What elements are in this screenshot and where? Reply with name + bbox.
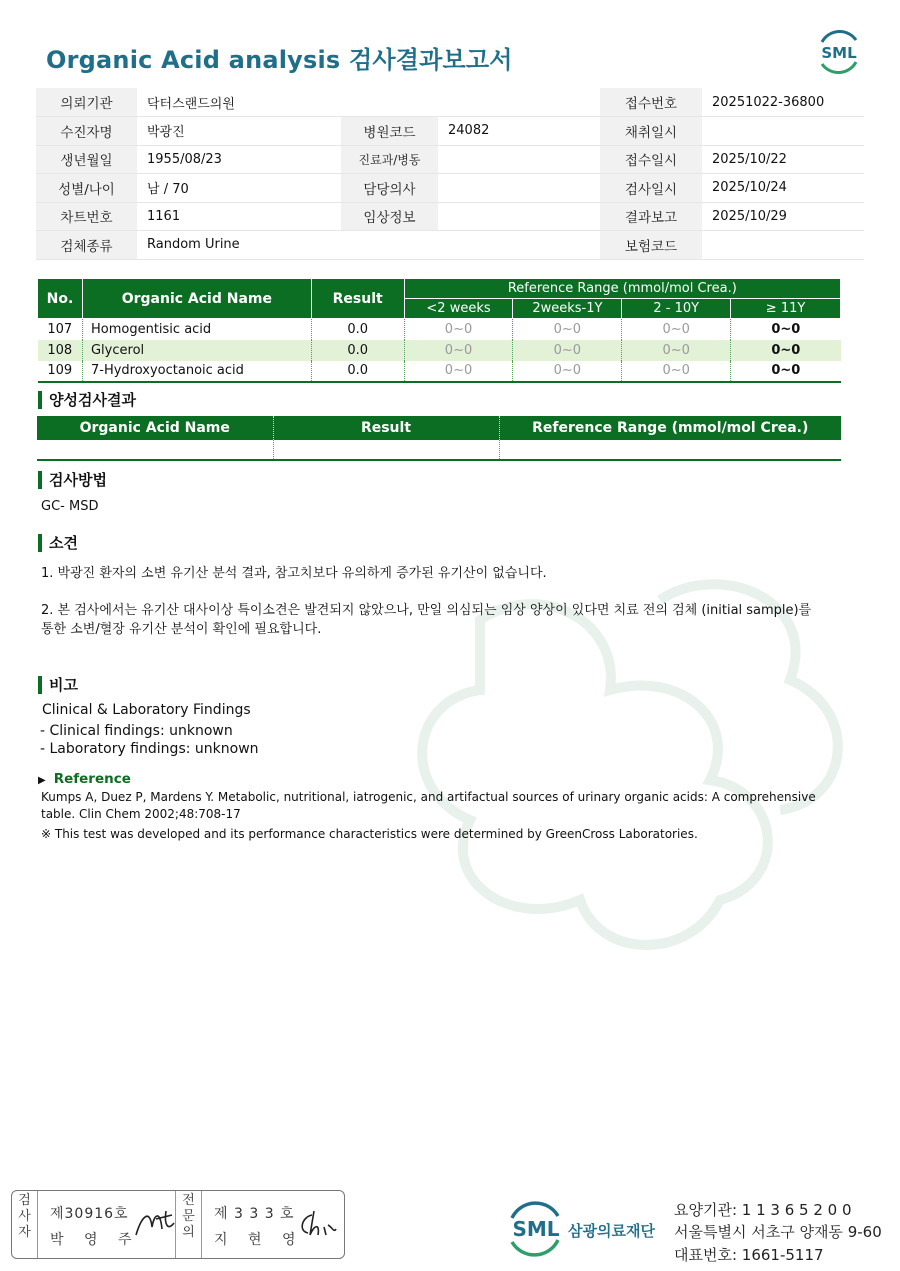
label-clinical: 임상정보 <box>341 202 438 231</box>
row-ref: 0~0 <box>513 361 622 382</box>
positive-header-result: Result <box>273 416 499 440</box>
reference-note: ※ This test was developed and its performance characteristics were determined by GreenCross Laboratories. <box>41 827 698 841</box>
remarks-line2: - Clinical findings: unknown <box>40 723 233 739</box>
value-chart-no: 1161 <box>137 202 341 231</box>
label-hospital-code: 병원코드 <box>341 117 438 146</box>
value-hospital-code: 24082 <box>438 117 600 146</box>
row-result: 0.0 <box>311 319 404 340</box>
institution-code: 요양기관: 1 1 3 6 5 2 0 0 <box>674 1201 852 1219</box>
label-receipt-no: 접수번호 <box>600 88 702 117</box>
foundation-logo <box>506 1198 676 1258</box>
value-doctor <box>438 174 600 203</box>
specialist-label: 전 문 의 <box>176 1191 202 1258</box>
positive-heading: 양성검사결과 <box>38 391 136 409</box>
row-ref: 0~0 <box>404 361 513 382</box>
method-heading: 검사방법 <box>38 471 107 489</box>
watermark-logo <box>360 560 880 1000</box>
label-dob: 생년월일 <box>36 145 137 174</box>
row-ref: 0~0 <box>404 340 513 361</box>
row-ref: 0~0 <box>622 361 731 382</box>
positive-table <box>37 416 841 461</box>
svg-text:SML: SML <box>512 1217 560 1241</box>
findings-p2b: 통한 소변/혈장 유기산 분석이 확인에 필요합니다. <box>41 622 322 637</box>
value-clinical <box>438 202 600 231</box>
table-row <box>38 361 841 382</box>
value-result-date: 2025/10/29 <box>702 202 864 231</box>
label-receipt-date: 접수일시 <box>600 145 702 174</box>
label-specimen: 검체종류 <box>36 231 137 260</box>
remarks-heading: 비고 <box>38 676 78 694</box>
value-patient: 박광진 <box>137 117 341 146</box>
label-result-date: 결과보고 <box>600 202 702 231</box>
remarks-line3: - Laboratory findings: unknown <box>40 741 259 757</box>
row-no: 108 <box>38 340 83 361</box>
svg-text:SML: SML <box>821 44 857 62</box>
label-chart-no: 차트번호 <box>36 202 137 231</box>
header-reference: Reference Range (mmol/mol Crea.) <box>404 279 840 299</box>
value-specimen: Random Urine <box>137 231 600 260</box>
value-receipt-date: 2025/10/22 <box>702 145 864 174</box>
label-test-date: 검사일시 <box>600 174 702 203</box>
row-ref: 0~0 <box>622 319 731 340</box>
report-title: Organic Acid analysis 검사결과보고서 <box>46 46 513 74</box>
header-age-group: 2 - 10Y <box>622 299 731 319</box>
specialist-signature <box>294 1207 338 1241</box>
examiner-name: 박 영 주 <box>50 1232 140 1248</box>
row-ref: 0~0 <box>404 319 513 340</box>
label-insurance: 보험코드 <box>600 231 702 260</box>
examiner-label: 검 사 자 <box>12 1191 38 1258</box>
findings-heading: 소견 <box>38 534 78 552</box>
positive-header-name: Organic Acid Name <box>37 416 273 440</box>
header-name: Organic Acid Name <box>82 279 311 319</box>
row-no: 107 <box>38 319 83 340</box>
table-row <box>37 440 841 460</box>
findings-p2a: 2. 본 검사에서는 유기산 대사이상 특이소견은 발견되지 않았으나, 만일 의심되는 임상 양상이 있다면 치료 전의 검체 (initial sample)를 <box>41 603 812 618</box>
phone: 대표번호: 1661-5117 <box>674 1246 824 1264</box>
header-age-group: ≥ 11Y <box>731 299 841 319</box>
sml-logo-icon <box>814 28 864 76</box>
address: 서울특별시 서초구 양재동 9-60 <box>674 1223 882 1241</box>
examiner-signature <box>132 1205 176 1241</box>
results-table <box>37 278 841 383</box>
specialist-name: 지 현 영 <box>214 1232 304 1248</box>
patient-info-table <box>36 88 864 260</box>
reference-line2: table. Clin Chem 2002;48:708-17 <box>41 807 241 821</box>
row-result: 0.0 <box>311 340 404 361</box>
signature-box <box>11 1190 345 1259</box>
row-ref: 0~0 <box>731 340 841 361</box>
reference-line1: Kumps A, Duez P, Mardens Y. Metabolic, nutritional, iatrogenic, and artifactual sources of urinary organic acids: A comprehensive <box>41 790 816 804</box>
svg-text:삼광의료재단: 삼광의료재단 <box>568 1222 655 1240</box>
value-institution: 닥터스랜드의원 <box>137 88 600 117</box>
value-test-date: 2025/10/24 <box>702 174 864 203</box>
value-sex-age: 남 / 70 <box>137 174 341 203</box>
row-name: Glycerol <box>82 340 311 361</box>
value-dept <box>438 145 600 174</box>
value-receipt-no: 20251022-36800 <box>702 88 864 117</box>
row-name: Homogentisic acid <box>82 319 311 340</box>
remarks-line1: Clinical & Laboratory Findings <box>42 702 251 718</box>
label-doctor: 담당의사 <box>341 174 438 203</box>
label-patient: 수진자명 <box>36 117 137 146</box>
label-institution: 의뢰기관 <box>36 88 137 117</box>
table-row <box>38 319 841 340</box>
specialist-license: 제 3 3 3 호 <box>214 1206 295 1222</box>
row-ref: 0~0 <box>622 340 731 361</box>
row-no: 109 <box>38 361 83 382</box>
value-collect-date <box>702 117 864 146</box>
header-age-group: 2weeks-1Y <box>513 299 622 319</box>
row-name: 7-Hydroxyoctanoic acid <box>82 361 311 382</box>
reference-heading: ▶ Reference <box>38 771 131 787</box>
positive-header-ref: Reference Range (mmol/mol Crea.) <box>499 416 841 440</box>
method-text: GC- MSD <box>41 499 99 514</box>
header-no: No. <box>38 279 83 319</box>
label-sex-age: 성별/나이 <box>36 174 137 203</box>
findings-p1: 1. 박광진 환자의 소변 유기산 분석 결과, 참고치보다 유의하게 증가된 유기산이 없습니다. <box>41 566 547 581</box>
header-age-group: <2 weeks <box>404 299 513 319</box>
examiner-license: 제30916호 <box>50 1206 129 1222</box>
triangle-icon: ▶ <box>38 775 46 786</box>
value-insurance <box>702 231 864 260</box>
row-ref: 0~0 <box>513 319 622 340</box>
row-ref: 0~0 <box>771 321 801 337</box>
row-ref: 0~0 <box>513 340 622 361</box>
label-collect-date: 채취일시 <box>600 117 702 146</box>
row-result: 0.0 <box>311 361 404 382</box>
header-result: Result <box>311 279 404 319</box>
label-dept: 진료과/병동 <box>341 145 438 174</box>
row-ref: 0~0 <box>731 361 841 382</box>
value-dob: 1955/08/23 <box>137 145 341 174</box>
table-row <box>38 340 841 361</box>
